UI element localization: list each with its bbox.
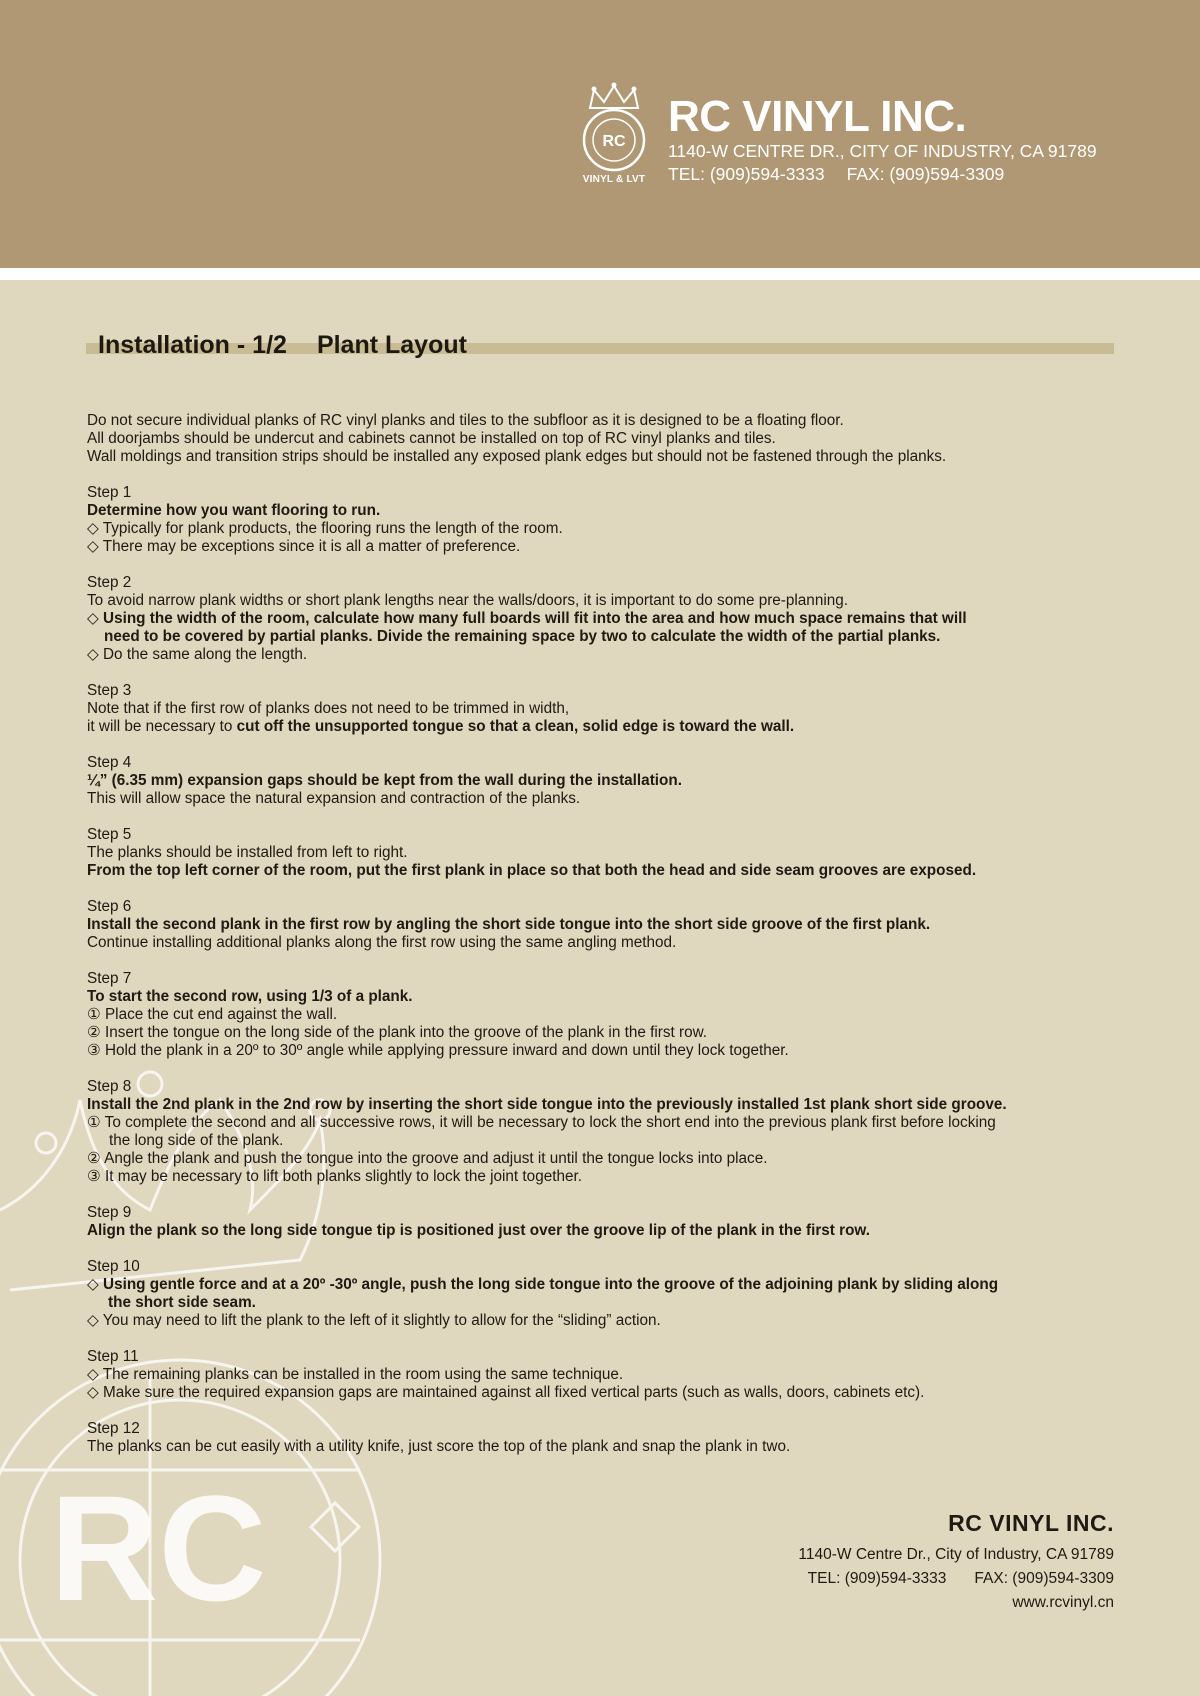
- step-label: Step 12: [87, 1420, 140, 1437]
- footer-fax: FAX: (909)594-3309: [974, 1570, 1114, 1587]
- step-label: Step 1: [87, 484, 132, 501]
- step-line: the long side of the plank.: [109, 1132, 284, 1149]
- step-line: ③ Hold the plank in a 20º to 30º angle while applying pressure inward and down until they lock together.: [87, 1042, 789, 1059]
- title-sub: Plant Layout: [316, 331, 467, 359]
- step-line: This will allow space the natural expansion and contraction of the planks.: [87, 790, 581, 807]
- step-label: Step 11: [87, 1348, 139, 1365]
- footer-phone-line: [798, 1567, 1114, 1591]
- instructions-body: [87, 412, 1117, 1474]
- footer-address: 1140-W Centre Dr., City of Industry, CA 91789: [798, 1546, 1114, 1563]
- header-address: 1140-W CENTRE DR., CITY OF INDUSTRY, CA 91789: [668, 141, 1097, 161]
- step-line: ◇ You may need to lift the plank to the left of it slightly to allow for the “sliding” action.: [87, 1312, 661, 1329]
- title-main: Installation - 1/2: [98, 331, 287, 359]
- step-line-bold: Using the width of the room, calculate how many full boards will fit into the area and how much space remains that will: [103, 610, 967, 627]
- step-line: Align the plank so the long side tongue tip is positioned just over the groove lip of the plank in the first row.: [87, 1222, 871, 1239]
- step-line: ◇ Do the same along the length.: [87, 646, 308, 663]
- logo-caption: VINYL & LVT: [582, 174, 646, 185]
- step-line: Determine how you want flooring to run.: [87, 502, 381, 519]
- step-line: Note that if the first row of planks does not need to be trimmed in width,: [87, 700, 570, 717]
- step-line: ① Place the cut end against the wall.: [87, 1006, 338, 1023]
- step-label: Step 6: [87, 898, 132, 915]
- step-label: Step 4: [87, 754, 132, 771]
- step-12: [87, 1420, 1117, 1456]
- company-logo: [578, 82, 650, 192]
- step-line-bold: cut off the unsupported tongue so that a clean, solid edge is toward the wall.: [236, 718, 795, 735]
- step-label: Step 9: [87, 1204, 132, 1221]
- footer-website-link[interactable]: www.rcvinyl.cn: [1012, 1594, 1114, 1611]
- header-banner: [0, 0, 1200, 268]
- step-5: [87, 826, 1117, 880]
- footer-contact: [798, 1510, 1114, 1615]
- step-line: [87, 1276, 1117, 1294]
- step-line: ◇ Make sure the required expansion gaps are maintained against all fixed vertical parts (such as walls, doors, cabinets etc).: [87, 1384, 925, 1401]
- step-line: ◇ There may be exceptions since it is all a matter of preference.: [87, 538, 521, 555]
- header-contact: [668, 164, 1004, 185]
- footer-tel: TEL: (909)594-3333: [807, 1570, 947, 1587]
- step-line: Install the second plank in the first row by angling the short side tongue into the short side groove of the first plank.: [87, 916, 931, 933]
- step-line: ② Angle the plank and push the tongue into the groove and adjust it until the tongue locks into place.: [87, 1150, 768, 1167]
- step-11: [87, 1348, 1117, 1402]
- intro-paragraph: [87, 412, 1117, 466]
- step-label: Step 8: [87, 1078, 132, 1095]
- step-label: Step 5: [87, 826, 132, 843]
- header-tel: TEL: (909)594-3333: [668, 164, 825, 184]
- step-line: the short side seam.: [108, 1294, 256, 1311]
- intro-line: Do not secure individual planks of RC vinyl planks and tiles to the subfloor as it is designed to be a floating floor.: [87, 412, 844, 429]
- step-line: ① To complete the second and all successive rows, it will be necessary to lock the short end into the previous plank first before locking: [87, 1114, 996, 1131]
- step-label: Step 2: [87, 574, 132, 591]
- diamond-bullet: ◇: [87, 610, 104, 627]
- step-line: From the top left corner of the room, put the first plank in place so that both the head and side seam grooves are exposed.: [87, 862, 977, 879]
- step-label: Step 10: [87, 1258, 140, 1275]
- step-line: ② Insert the tongue on the long side of the plank into the groove of the plank in the first row.: [87, 1024, 708, 1041]
- step-line: ¼” (6.35 mm) expansion gaps should be kept from the wall during the installation.: [87, 772, 682, 789]
- step-2: [87, 574, 1117, 664]
- step-9: [87, 1204, 1117, 1240]
- step-line: ◇ The remaining planks can be installed in the room using the same technique.: [87, 1366, 624, 1383]
- step-label: Step 3: [87, 682, 132, 699]
- intro-line: All doorjambs should be undercut and cabinets cannot be installed on top of RC vinyl planks and tiles.: [87, 430, 776, 447]
- header-fax: FAX: (909)594-3309: [846, 164, 1005, 184]
- step-line: need to be covered by partial planks. Divide the remaining space by two to calculate the width of the partial planks.: [104, 628, 941, 645]
- step-line: ◇ Typically for plank products, the flooring runs the length of the room.: [87, 520, 563, 537]
- svg-text:RC: RC: [602, 133, 626, 150]
- page-title: [98, 331, 467, 360]
- step-line: The planks can be cut easily with a utility knife, just score the top of the plank and snap the plank in two.: [87, 1438, 791, 1455]
- step-label: Step 7: [87, 970, 132, 987]
- step-line: The planks should be installed from left to right.: [87, 844, 408, 861]
- step-6: [87, 898, 1117, 952]
- footer-company: RC VINYL INC.: [948, 1510, 1114, 1536]
- step-line: Install the 2nd plank in the 2nd row by inserting the short side tongue into the previously installed 1st plank short side groove.: [87, 1096, 1007, 1113]
- step-line: ③ It may be necessary to lift both planks slightly to lock the joint together.: [87, 1168, 582, 1185]
- step-line: To avoid narrow plank widths or short plank lengths near the walls/doors, it is important to do some pre-planning.: [87, 592, 848, 609]
- step-line: [87, 610, 1117, 628]
- step-10: [87, 1258, 1117, 1330]
- diamond-bullet: ◇: [87, 1276, 104, 1293]
- step-4: [87, 754, 1117, 808]
- step-7: [87, 970, 1117, 1060]
- brand-title: RC VINYL INC.: [668, 92, 967, 141]
- step-8: [87, 1078, 1117, 1186]
- crown-seal-icon: [578, 82, 650, 172]
- step-1: [87, 484, 1117, 556]
- step-line: To start the second row, using 1/3 of a plank.: [87, 988, 413, 1005]
- svg-text:RC: RC: [50, 1464, 267, 1632]
- step-line: [87, 718, 1117, 736]
- step-line-bold: Using gentle force and at a 20º -30º angle, push the long side tongue into the groove of the adjoining plank by sliding along: [103, 1276, 999, 1293]
- header-divider: [0, 268, 1200, 280]
- step-line-plain: it will be necessary to: [87, 718, 237, 735]
- step-3: [87, 682, 1117, 736]
- intro-line: Wall moldings and transition strips should be installed any exposed plank edges but should not be fastened through the planks.: [87, 448, 947, 465]
- step-line: Continue installing additional planks along the first row using the same angling method.: [87, 934, 677, 951]
